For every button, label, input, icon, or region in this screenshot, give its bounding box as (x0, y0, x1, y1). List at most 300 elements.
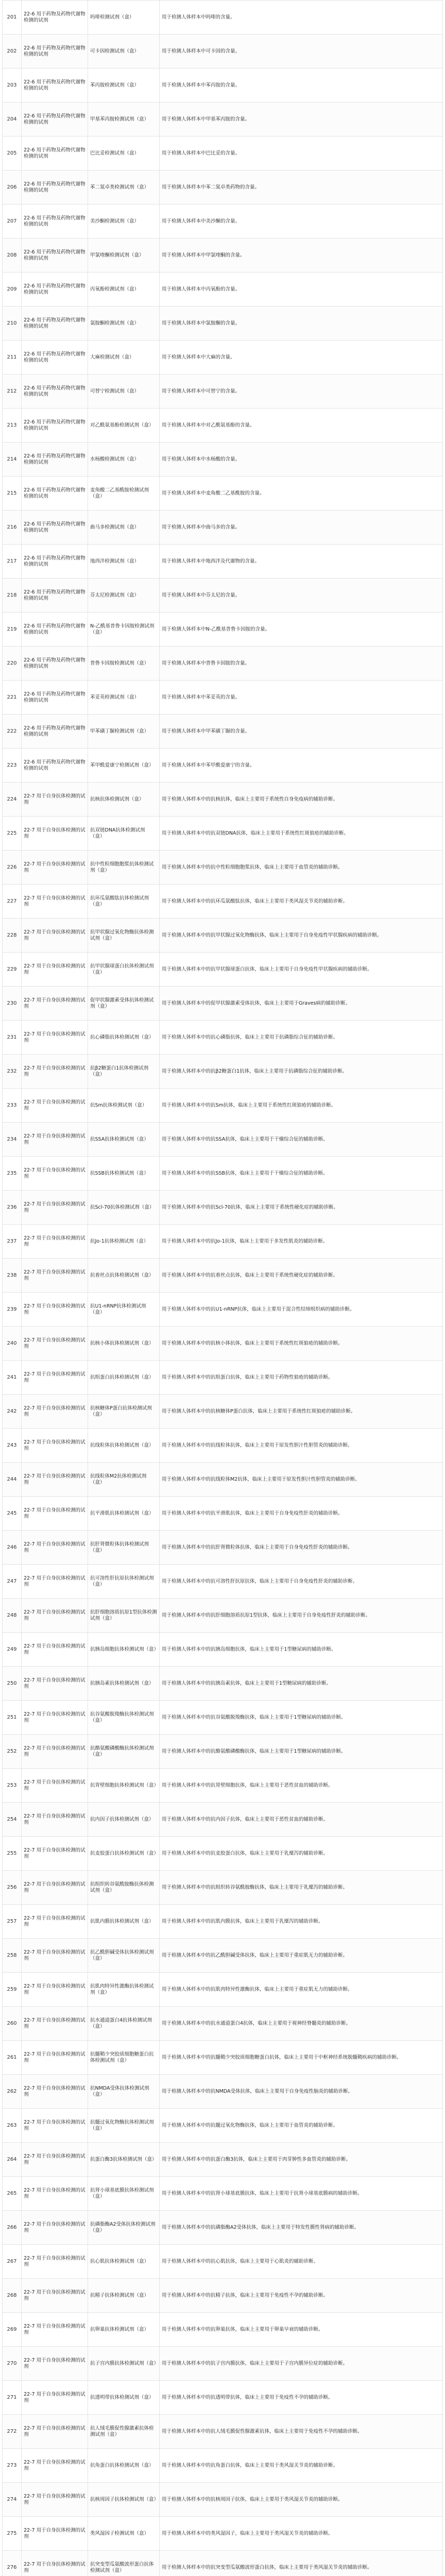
row-category: 22-6 用于药物及药物代谢物检测的试剂 (22, 647, 88, 681)
table-row (3, 1055, 443, 1089)
table-row (3, 681, 443, 715)
table-row (3, 1497, 443, 1531)
table-row (3, 2211, 443, 2245)
table-row (3, 273, 443, 307)
row-intended-use: 用于检测人体样本中的抗Sm抗体，临床上主要用于系统性红斑狼疮的辅助诊断。 (160, 1089, 443, 1123)
row-number: 250 (3, 1667, 22, 1701)
row-category: 22-7 用于自身抗体检测的试剂 (22, 1973, 88, 2007)
table-row (3, 375, 443, 409)
row-product-name: 抗肌肉特异性激酶抗体检测试剂（盒） (88, 1973, 160, 2007)
row-intended-use: 用于检测人体样本中的抗肝肾微粒体抗体，临床上主要用于自身免疫性肝炎的辅助诊断。 (160, 1531, 443, 1565)
table-row (3, 1565, 443, 1599)
table-row (3, 919, 443, 953)
row-category: 22-7 用于自身抗体检测的试剂 (22, 2143, 88, 2177)
row-intended-use: 用于检测人体样本中的抗核抗体，临床上主要用于系统性自身免疫病的辅助诊断。 (160, 783, 443, 817)
row-intended-use: 用于检测人体样本中麦角酸二乙基酰胺的含量。 (160, 477, 443, 511)
row-number: 208 (3, 239, 22, 273)
row-intended-use: 用于检测人体样本中对乙酰氨基酚的含量。 (160, 409, 443, 443)
row-product-name: 苯妥英检测试剂（盒） (88, 681, 160, 715)
row-product-name: 抗NMDA受体抗体检测试剂（盒） (88, 2075, 160, 2109)
row-product-name: 吗啡检测试剂（盒） (88, 1, 160, 35)
row-product-name: 抗核周因子抗体检测试剂（盒） (88, 2483, 160, 2517)
row-category: 22-6 用于药物及药物代谢物检测的试剂 (22, 579, 88, 613)
row-number: 253 (3, 1769, 22, 1803)
row-intended-use: 用于检测人体样本中的抗谷氨酸脱羧酶抗体，临床上主要用于1型糖尿病的辅助诊断。 (160, 1701, 443, 1735)
row-product-name: 类风湿因子检测试剂（盒） (88, 2517, 160, 2551)
row-number: 258 (3, 1939, 22, 1973)
row-product-name: 抗双链DNA抗体检测试剂（盒） (88, 817, 160, 851)
row-product-name: 抗线粒体M2抗体检测试剂（盒） (88, 1463, 160, 1497)
row-number: 202 (3, 35, 22, 69)
row-product-name: 抗蛋白酶3抗体检测试剂（盒） (88, 2143, 160, 2177)
table-row (3, 2313, 443, 2347)
table-row (3, 1803, 443, 1837)
table-row (3, 1259, 443, 1293)
row-category: 22-7 用于自身抗体检测的试剂 (22, 2449, 88, 2483)
row-number: 273 (3, 2449, 22, 2483)
row-number: 256 (3, 1871, 22, 1905)
row-category: 22-7 用于自身抗体检测的试剂 (22, 2007, 88, 2041)
row-category: 22-6 用于药物及药物代谢物检测的试剂 (22, 137, 88, 171)
table-row (3, 409, 443, 443)
row-category: 22-7 用于自身抗体检测的试剂 (22, 2347, 88, 2381)
row-number: 215 (3, 477, 22, 511)
row-intended-use: 用于检测人体样本中芬太尼的含量。 (160, 579, 443, 613)
table-row (3, 1191, 443, 1225)
row-category: 22-6 用于药物及药物代谢物检测的试剂 (22, 681, 88, 715)
row-number: 267 (3, 2245, 22, 2279)
table-row (3, 239, 443, 273)
row-product-name: 抗SSB抗体检测试剂（盒） (88, 1157, 160, 1191)
row-product-name: 氯胺酮检测试剂（盒） (88, 307, 160, 341)
row-product-name: 抗Sm抗体检测试剂（盒） (88, 1089, 160, 1123)
row-number: 255 (3, 1837, 22, 1871)
row-intended-use: 用于检测人体样本中的抗肌内膜抗体，临床上主要用于乳糜泻的辅助诊断。 (160, 1905, 443, 1939)
row-category: 22-7 用于自身抗体检测的试剂 (22, 1123, 88, 1157)
row-intended-use: 用于检测人体样本中的抗SSB抗体，临床上主要用于干燥综合征的辅助诊断。 (160, 1157, 443, 1191)
row-number: 243 (3, 1429, 22, 1463)
row-intended-use: 用于检测人体样本中的抗水通道蛋白4抗体，临床上主要用于视神经脊髓炎的辅助诊断。 (160, 2007, 443, 2041)
row-number: 213 (3, 409, 22, 443)
row-intended-use: 用于检测人体样本中的抗酪氨酸磷酸酶抗体，临床上主要用于1型糖尿病的辅助诊断。 (160, 1735, 443, 1769)
row-number: 222 (3, 715, 22, 749)
row-category: 22-7 用于自身抗体检测的试剂 (22, 851, 88, 885)
row-intended-use: 用于检测人体样本中的抗β2糖蛋白1抗体，临床上主要用于抗磷脂综合征的辅助诊断。 (160, 1055, 443, 1089)
row-number: 271 (3, 2381, 22, 2415)
row-product-name: 苯丙胺检测试剂（盒） (88, 69, 160, 103)
row-intended-use: 用于检测人体样本中美沙酮的含量。 (160, 205, 443, 239)
row-product-name: 美沙酮检测试剂（盒） (88, 205, 160, 239)
row-product-name: 普鲁卡因胺检测试剂（盒） (88, 647, 160, 681)
row-number: 248 (3, 1599, 22, 1633)
row-number: 265 (3, 2177, 22, 2211)
row-number: 257 (3, 1905, 22, 1939)
table-row (3, 715, 443, 749)
row-intended-use: 用于检测人体样本中大麻的含量。 (160, 341, 443, 375)
table-row (3, 647, 443, 681)
row-product-name: 抗Jo-1抗体检测试剂（盒） (88, 1225, 160, 1259)
row-intended-use: 用于检测人体样本中甲氯喹酮的含量。 (160, 239, 443, 273)
row-product-name: 巴比妥检测试剂（盒） (88, 137, 160, 171)
row-intended-use: 用于检测人体样本中的抗甲状腺过氧化物酶抗体，临床上主要用于自身免疫性甲状腺疾病的辅助诊断。 (160, 919, 443, 953)
row-product-name: 抗谷氨酸脱羧酶抗体检测试剂（盒） (88, 1701, 160, 1735)
row-product-name: 抗甲状腺过氧化物酶抗体检测试剂（盒） (88, 919, 160, 953)
table-row (3, 1973, 443, 2007)
row-category: 22-7 用于自身抗体检测的试剂 (22, 2211, 88, 2245)
row-intended-use: 用于检测人体样本中甲苯磺丁脲的含量。 (160, 715, 443, 749)
row-product-name: 抗卵巢抗体检测试剂（盒） (88, 2313, 160, 2347)
table-row (3, 1939, 443, 1973)
row-category: 22-7 用于自身抗体检测的试剂 (22, 1599, 88, 1633)
row-intended-use: 用于检测人体样本中曲马多的含量。 (160, 511, 443, 545)
row-category: 22-7 用于自身抗体检测的试剂 (22, 2483, 88, 2517)
row-product-name: 抗酪氨酸磷酸酶抗体检测试剂（盒） (88, 1735, 160, 1769)
row-intended-use: 用于检测人体样本中的抗肝细胞溶质抗原1型抗体，临床上主要用于自身免疫性肝炎的辅助诊断。 (160, 1599, 443, 1633)
row-product-name: 苯甲酰爱康宁检测试剂（盒） (88, 749, 160, 783)
table-row (3, 2483, 443, 2517)
row-category: 22-7 用于自身抗体检测的试剂 (22, 2041, 88, 2075)
row-number: 232 (3, 1055, 22, 1089)
row-number: 272 (3, 2415, 22, 2449)
row-number: 252 (3, 1735, 22, 1769)
row-number: 264 (3, 2143, 22, 2177)
row-product-name: 抗角蛋白抗体检测试剂（盒） (88, 2449, 160, 2483)
row-number: 225 (3, 817, 22, 851)
row-number: 221 (3, 681, 22, 715)
table-row (3, 783, 443, 817)
row-category: 22-6 用于药物及药物代谢物检测的试剂 (22, 273, 88, 307)
row-intended-use: 用于检测人体样本中的抗心磷脂抗体，临床上主要用于抗磷脂综合征的辅助诊断。 (160, 1021, 443, 1055)
row-intended-use: 用于检测人体样本中苯二氮卓类药物的含量。 (160, 171, 443, 205)
row-product-name: 抗髓鞘少突胶质细胞糖蛋白抗体检测试剂（盒） (88, 2041, 160, 2075)
table-row (3, 1905, 443, 1939)
row-category: 22-7 用于自身抗体检测的试剂 (22, 1361, 88, 1395)
row-intended-use: 用于检测人体样本中苯妥英的含量。 (160, 681, 443, 715)
row-number: 247 (3, 1565, 22, 1599)
row-category: 22-7 用于自身抗体检测的试剂 (22, 1667, 88, 1701)
row-intended-use: 用于检测人体样本中的抗平滑肌抗体，临床上主要用于自身免疫性肝炎的辅助诊断。 (160, 1497, 443, 1531)
row-product-name: 促甲状腺激素受体抗体检测试剂（盒） (88, 987, 160, 1021)
row-intended-use: 用于检测人体样本中的抗核周因子抗体，临床上主要用于类风湿关节炎的辅助诊断。 (160, 2483, 443, 2517)
row-category: 22-7 用于自身抗体检测的试剂 (22, 2381, 88, 2415)
row-number: 205 (3, 137, 22, 171)
row-intended-use: 用于检测人体样本中的抗透明带抗体，临床上主要用于免疫性不孕的辅助诊断。 (160, 2381, 443, 2415)
row-product-name: 抗透明带抗体检测试剂（盒） (88, 2381, 160, 2415)
table-row (3, 341, 443, 375)
table-row (3, 2109, 443, 2143)
row-number: 218 (3, 579, 22, 613)
row-category: 22-6 用于药物及药物代谢物检测的试剂 (22, 749, 88, 783)
table-row (3, 1837, 443, 1871)
row-product-name: 抗突变型瓜氨酸波形蛋白抗体检测试剂（盒） (88, 2551, 160, 2576)
table-row (3, 1429, 443, 1463)
table-row (3, 1157, 443, 1191)
row-intended-use: 用于检测人体样本中丙氧酚的含量。 (160, 273, 443, 307)
row-intended-use: 用于检测人体样本中苯丙胺的含量。 (160, 69, 443, 103)
table-row (3, 1633, 443, 1667)
row-number: 230 (3, 987, 22, 1021)
row-intended-use: 用于检测人体样本中的抗甲状腺球蛋白抗体，临床上主要用于自身免疫性甲状腺疾病的辅助诊断。 (160, 953, 443, 987)
row-product-name: 抗人绒毛膜促性腺激素抗体检测试剂（盒） (88, 2415, 160, 2449)
row-category: 22-6 用于药物及药物代谢物检测的试剂 (22, 35, 88, 69)
row-intended-use: 用于检测人体样本中的抗麦胶蛋白抗体，临床上主要用于乳糜泻的辅助诊断。 (160, 1837, 443, 1871)
row-category: 22-7 用于自身抗体检测的试剂 (22, 1021, 88, 1055)
row-category: 22-7 用于自身抗体检测的试剂 (22, 783, 88, 817)
row-intended-use: 用于检测人体样本中普鲁卡因胺的含量。 (160, 647, 443, 681)
row-intended-use: 用于检测人体样本中的抗内因子抗体，临床上主要用于恶性贫血的辅助诊断。 (160, 1803, 443, 1837)
row-intended-use: 用于检测人体样本中的抗子宫内膜抗体，临床上主要用于子宫内膜异位症的辅助诊断。 (160, 2347, 443, 2381)
table-row (3, 851, 443, 885)
row-category: 22-7 用于自身抗体检测的试剂 (22, 1871, 88, 1905)
table-row (3, 2245, 443, 2279)
row-product-name: 抗肾小球基底膜抗体检测试剂（盒） (88, 2177, 160, 2211)
row-intended-use: 用于检测人体样本中的抗双链DNA抗体，临床上主要用于系统性红斑狼疮的辅助诊断。 (160, 817, 443, 851)
row-category: 22-7 用于自身抗体检测的试剂 (22, 2551, 88, 2576)
row-number: 237 (3, 1225, 22, 1259)
row-intended-use: 用于检测人体样本中巴比妥的含量。 (160, 137, 443, 171)
table-row (3, 69, 443, 103)
row-category: 22-7 用于自身抗体检测的试剂 (22, 1055, 88, 1089)
row-intended-use: 用于检测人体样本中的抗肾小球基底膜抗体，临床上主要用于抗肾小球基底膜病的辅助诊断。 (160, 2177, 443, 2211)
table-row (3, 1293, 443, 1327)
row-category: 22-6 用于药物及药物代谢物检测的试剂 (22, 477, 88, 511)
row-intended-use: 用于检测人体样本中甲基苯丙胺的含量。 (160, 103, 443, 137)
row-category: 22-6 用于药物及药物代谢物检测的试剂 (22, 375, 88, 409)
row-number: 223 (3, 749, 22, 783)
table-row (3, 1123, 443, 1157)
row-product-name: 抗肝细胞溶质抗原1型抗体检测试剂（盒） (88, 1599, 160, 1633)
row-intended-use: 用于检测人体样本中的抗人绒毛膜促性腺激素抗体，临床上主要用于免疫性不孕的辅助诊断。 (160, 2415, 443, 2449)
table-row (3, 2143, 443, 2177)
row-category: 22-6 用于药物及药物代谢物检测的试剂 (22, 409, 88, 443)
table-row (3, 171, 443, 205)
table-row (3, 1871, 443, 1905)
row-product-name: 抗心肌抗体检测试剂（盒） (88, 2245, 160, 2279)
row-number: 270 (3, 2347, 22, 2381)
row-product-name: N-乙酰基普鲁卡因胺检测试剂（盒） (88, 613, 160, 647)
table-row (3, 1089, 443, 1123)
row-product-name: 抗水通道蛋白4抗体检测试剂（盒） (88, 2007, 160, 2041)
row-number: 206 (3, 171, 22, 205)
row-category: 22-7 用于自身抗体检测的试剂 (22, 1429, 88, 1463)
row-number: 226 (3, 851, 22, 885)
row-category: 22-7 用于自身抗体检测的试剂 (22, 1327, 88, 1361)
row-category: 22-7 用于自身抗体检测的试剂 (22, 1735, 88, 1769)
table-row (3, 137, 443, 171)
row-category: 22-7 用于自身抗体检测的试剂 (22, 987, 88, 1021)
row-intended-use: 用于检测人体样本中的抗组织转谷氨酰胺酶抗体，临床上主要用于乳糜泻的辅助诊断。 (160, 1871, 443, 1905)
row-category: 22-7 用于自身抗体检测的试剂 (22, 919, 88, 953)
row-intended-use: 用于检测人体样本中的抗精子抗体，临床上主要用于免疫性不孕的辅助诊断。 (160, 2279, 443, 2313)
row-number: 240 (3, 1327, 22, 1361)
table-row (3, 987, 443, 1021)
catalog-table (2, 0, 443, 2576)
row-category: 22-7 用于自身抗体检测的试剂 (22, 1463, 88, 1497)
row-number: 217 (3, 545, 22, 579)
row-product-name: 抗核糖体P蛋白抗体检测试剂（盒） (88, 1395, 160, 1429)
row-category: 22-7 用于自身抗体检测的试剂 (22, 1769, 88, 1803)
row-intended-use: 用于检测人体样本中的抗SSA抗体，临床上主要用于干燥综合征的辅助诊断。 (160, 1123, 443, 1157)
row-product-name: 甲苯磺丁脲检测试剂（盒） (88, 715, 160, 749)
row-category: 22-6 用于药物及药物代谢物检测的试剂 (22, 1, 88, 35)
table-row (3, 613, 443, 647)
table-row (3, 2381, 443, 2415)
row-number: 266 (3, 2211, 22, 2245)
row-category: 22-7 用于自身抗体检测的试剂 (22, 1497, 88, 1531)
row-category: 22-6 用于药物及药物代谢物检测的试剂 (22, 443, 88, 477)
table-row (3, 885, 443, 919)
row-product-name: 抗线粒体抗体检测试剂（盒） (88, 1429, 160, 1463)
table-row (3, 1, 443, 35)
row-category: 22-7 用于自身抗体检测的试剂 (22, 1225, 88, 1259)
row-category: 22-7 用于自身抗体检测的试剂 (22, 885, 88, 919)
row-number: 246 (3, 1531, 22, 1565)
row-intended-use: 用于检测人体样本中的抗突变型瓜氨酸波形蛋白抗体，临床上主要用于类风湿关节炎的辅助诊断。 (160, 2551, 443, 2576)
row-number: 239 (3, 1293, 22, 1327)
row-product-name: 抗平滑肌抗体检测试剂（盒） (88, 1497, 160, 1531)
table-row (3, 2041, 443, 2075)
table-row (3, 2347, 443, 2381)
table-row (3, 579, 443, 613)
row-category: 22-7 用于自身抗体检测的试剂 (22, 1531, 88, 1565)
row-product-name: 抗乙酰胆碱受体抗体检测试剂（盒） (88, 1939, 160, 1973)
row-category: 22-7 用于自身抗体检测的试剂 (22, 1191, 88, 1225)
table-row (3, 2551, 443, 2576)
row-product-name: 甲氯喹酮检测试剂（盒） (88, 239, 160, 273)
row-category: 22-6 用于药物及药物代谢物检测的试剂 (22, 307, 88, 341)
row-intended-use: 用于检测人体样本中的抗可溶性肝抗原抗体，临床上主要用于自身免疫性肝炎的辅助诊断。 (160, 1565, 443, 1599)
row-number: 241 (3, 1361, 22, 1395)
row-product-name: 抗胃壁细胞抗体检测试剂（盒） (88, 1769, 160, 1803)
row-number: 244 (3, 1463, 22, 1497)
row-number: 234 (3, 1123, 22, 1157)
row-number: 236 (3, 1191, 22, 1225)
row-intended-use: 用于检测人体样本中地西泮及代谢物的含量。 (160, 545, 443, 579)
table-row (3, 1463, 443, 1497)
row-category: 22-6 用于药物及药物代谢物检测的试剂 (22, 103, 88, 137)
row-number: 216 (3, 511, 22, 545)
table-row (3, 953, 443, 987)
table-row (3, 545, 443, 579)
catalog-table-body (3, 1, 443, 2576)
row-number: 204 (3, 103, 22, 137)
row-product-name: 对乙酰氨基酚检测试剂（盒） (88, 409, 160, 443)
row-number: 209 (3, 273, 22, 307)
row-category: 22-6 用于药物及药物代谢物检测的试剂 (22, 239, 88, 273)
row-intended-use: 用于检测人体样本中的抗着丝点抗体，临床上主要用于系统性硬化症的辅助诊断。 (160, 1259, 443, 1293)
row-category: 22-7 用于自身抗体检测的试剂 (22, 1089, 88, 1123)
row-product-name: 地西泮检测试剂（盒） (88, 545, 160, 579)
row-intended-use: 用于检测人体样本中可替宁的含量。 (160, 375, 443, 409)
row-intended-use: 用于检测人体样本中的抗组蛋白抗体，临床上主要用于药物性狼疮的辅助诊断。 (160, 1361, 443, 1395)
row-number: 212 (3, 375, 22, 409)
table-row (3, 1021, 443, 1055)
row-number: 229 (3, 953, 22, 987)
row-number: 254 (3, 1803, 22, 1837)
row-product-name: 抗组蛋白抗体检测试剂（盒） (88, 1361, 160, 1395)
row-category: 22-6 用于药物及药物代谢物检测的试剂 (22, 613, 88, 647)
table-row (3, 1361, 443, 1395)
row-product-name: 抗核抗体检测试剂（盒） (88, 783, 160, 817)
row-product-name: 可卡因检测试剂（盒） (88, 35, 160, 69)
row-category: 22-7 用于自身抗体检测的试剂 (22, 1701, 88, 1735)
row-number: 245 (3, 1497, 22, 1531)
row-category: 22-7 用于自身抗体检测的试剂 (22, 1939, 88, 1973)
row-intended-use: 用于检测人体样本中的抗胃壁细胞抗体，临床上主要用于恶性贫血的辅助诊断。 (160, 1769, 443, 1803)
row-number: 210 (3, 307, 22, 341)
row-product-name: 抗精子抗体检测试剂（盒） (88, 2279, 160, 2313)
row-category: 22-7 用于自身抗体检测的试剂 (22, 1837, 88, 1871)
row-category: 22-7 用于自身抗体检测的试剂 (22, 2279, 88, 2313)
row-category: 22-6 用于药物及药物代谢物检测的试剂 (22, 341, 88, 375)
row-number: 242 (3, 1395, 22, 1429)
row-number: 228 (3, 919, 22, 953)
row-intended-use: 用于检测人体样本中的抗磷脂酶A2受体抗体，临床上主要用于特发性膜性肾病的辅助诊断。 (160, 2211, 443, 2245)
row-category: 22-7 用于自身抗体检测的试剂 (22, 2415, 88, 2449)
row-product-name: 大麻检测试剂（盒） (88, 341, 160, 375)
row-number: 276 (3, 2551, 22, 2576)
row-number: 227 (3, 885, 22, 919)
row-number: 201 (3, 1, 22, 35)
row-category: 22-7 用于自身抗体检测的试剂 (22, 1293, 88, 1327)
row-number: 251 (3, 1701, 22, 1735)
row-product-name: 甲基苯丙胺检测试剂（盒） (88, 103, 160, 137)
row-product-name: 麦角酸二乙基酰胺检测试剂（盒） (88, 477, 160, 511)
row-category: 22-7 用于自身抗体检测的试剂 (22, 2109, 88, 2143)
row-intended-use: 用于检测人体样本中的抗蛋白酶3抗体，临床上主要用于肉芽肿性多血管炎的辅助诊断。 (160, 2143, 443, 2177)
row-intended-use: 用于检测人体样本中的抗线粒体M2抗体，临床上主要用于原发性胆汁性胆管炎的辅助诊断。 (160, 1463, 443, 1497)
row-intended-use: 用于检测人体样本中的抗乙酰胆碱受体抗体，临床上主要用于重症肌无力的辅助诊断。 (160, 1939, 443, 1973)
row-category: 22-6 用于药物及药物代谢物检测的试剂 (22, 69, 88, 103)
row-product-name: 丙氧酚检测试剂（盒） (88, 273, 160, 307)
row-intended-use: 用于检测人体样本中的抗肌肉特异性激酶抗体，临床上主要用于重症肌无力的辅助诊断。 (160, 1973, 443, 2007)
table-row (3, 817, 443, 851)
row-intended-use: 用于检测人体样本中的抗NMDA受体抗体，临床上主要用于自身免疫性脑炎的辅助诊断。 (160, 2075, 443, 2109)
table-row (3, 1667, 443, 1701)
row-category: 22-7 用于自身抗体检测的试剂 (22, 817, 88, 851)
row-number: 203 (3, 69, 22, 103)
row-intended-use: 用于检测人体样本中的抗胰岛素抗体，临床上主要用于1型糖尿病的辅助诊断。 (160, 1667, 443, 1701)
row-number: 224 (3, 783, 22, 817)
table-row (3, 2177, 443, 2211)
row-number: 214 (3, 443, 22, 477)
row-intended-use: 用于检测人体样本中的抗卵巢抗体，临床上主要用于卵巢早衰的辅助诊断。 (160, 2313, 443, 2347)
row-product-name: 苯二氮卓类检测试剂（盒） (88, 171, 160, 205)
row-intended-use: 用于检测人体样本中的抗Jo-1抗体，临床上主要用于多发性肌炎的辅助诊断。 (160, 1225, 443, 1259)
row-product-name: 抗中性粒细胞胞浆抗体检测试剂（盒） (88, 851, 160, 885)
table-row (3, 2075, 443, 2109)
row-intended-use: 用于检测人体样本中N-乙酰基普鲁卡因胺的含量。 (160, 613, 443, 647)
row-product-name: 抗组织转谷氨酰胺酶抗体检测试剂（盒） (88, 1871, 160, 1905)
row-product-name: 抗U1-nRNP抗体检测试剂（盒） (88, 1293, 160, 1327)
row-category: 22-7 用于自身抗体检测的试剂 (22, 2517, 88, 2551)
row-product-name: 抗髓过氧化物酶抗体检测试剂（盒） (88, 2109, 160, 2143)
row-number: 235 (3, 1157, 22, 1191)
table-row (3, 2517, 443, 2551)
row-number: 262 (3, 2075, 22, 2109)
row-category: 22-6 用于药物及药物代谢物检测的试剂 (22, 205, 88, 239)
row-product-name: 抗Scl-70抗体检测试剂（盒） (88, 1191, 160, 1225)
row-category: 22-6 用于药物及药物代谢物检测的试剂 (22, 545, 88, 579)
row-intended-use: 用于检测人体样本中的抗角蛋白抗体，临床上主要用于类风湿关节炎的辅助诊断。 (160, 2449, 443, 2483)
row-number: 238 (3, 1259, 22, 1293)
row-product-name: 抗胰岛素抗体检测试剂（盒） (88, 1667, 160, 1701)
row-product-name: 抗β2糖蛋白1抗体检测试剂（盒） (88, 1055, 160, 1089)
row-product-name: 抗磷脂酶A2受体抗体检测试剂（盒） (88, 2211, 160, 2245)
row-category: 22-7 用于自身抗体检测的试剂 (22, 2245, 88, 2279)
row-category: 22-7 用于自身抗体检测的试剂 (22, 1259, 88, 1293)
row-category: 22-6 用于药物及药物代谢物检测的试剂 (22, 171, 88, 205)
